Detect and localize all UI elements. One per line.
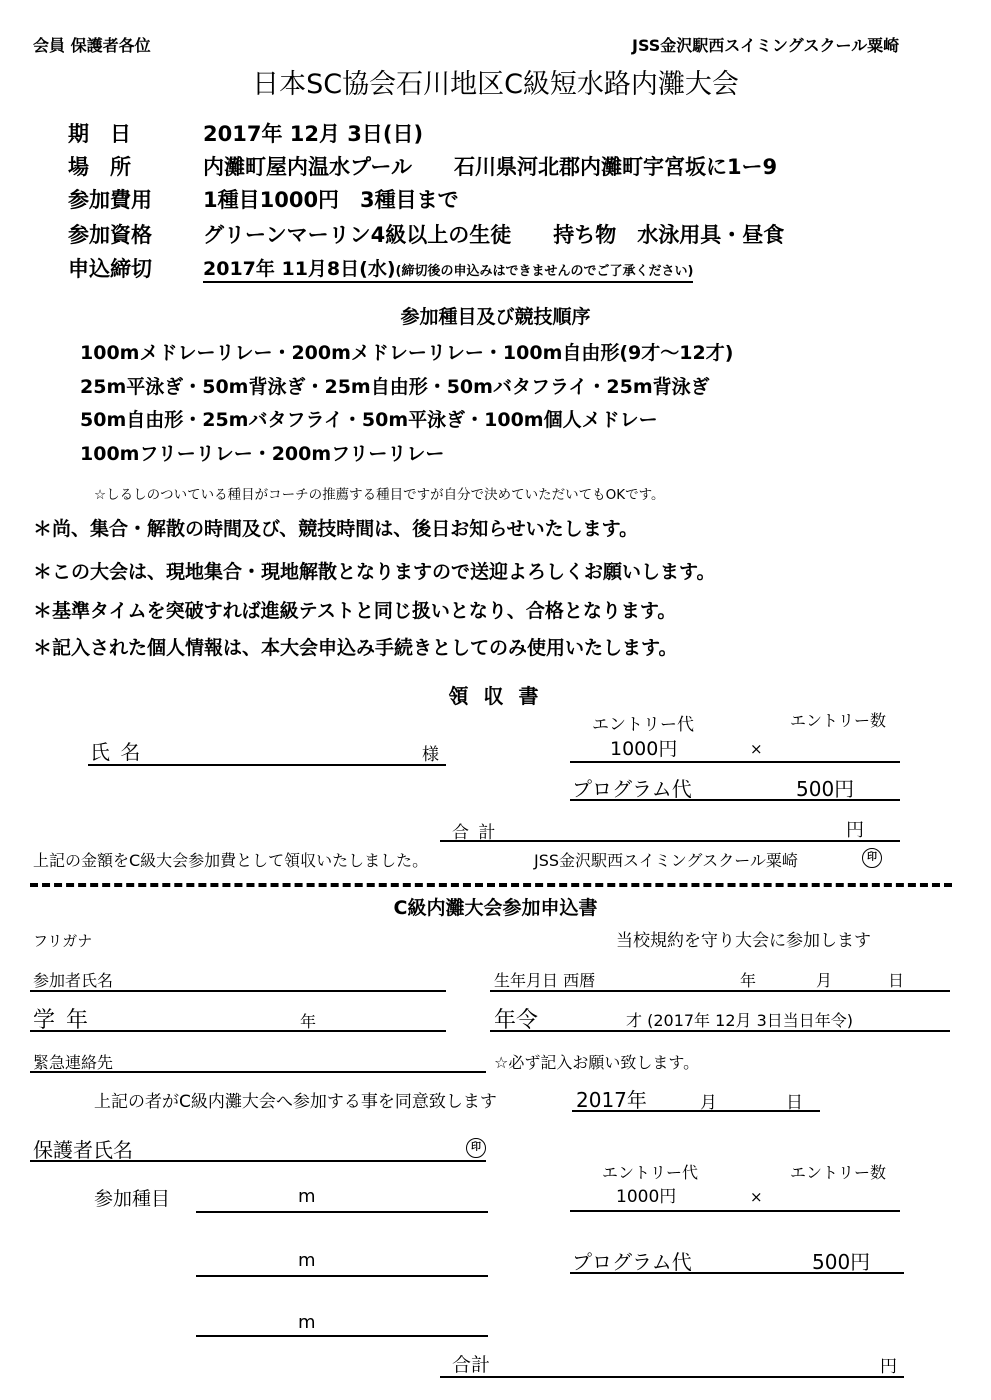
form-birthday-label: 生年月日 西暦	[494, 971, 596, 990]
receipt-program-fee: 500円	[796, 777, 855, 801]
form-name-label: 参加者氏名	[33, 971, 114, 990]
form-birth-month: 月	[816, 971, 833, 990]
receipt-entry-fee-label: エントリー代	[592, 715, 694, 735]
deadline-date: 2017年 11月8日(水)	[203, 258, 396, 280]
form-entry-fee: 1000円	[616, 1187, 677, 1207]
form-age-note: 才 (2017年 12月 3日当日年令)	[626, 1011, 854, 1030]
form-grade-label: 学 年	[33, 1008, 90, 1033]
form-event-3-meter: m	[298, 1312, 316, 1333]
receipt-honorific: 様	[422, 745, 439, 765]
form-event-2-meter: m	[298, 1250, 316, 1271]
form-emergency-note: ☆必ず記入お願い致します。	[494, 1053, 700, 1072]
receipt-entry-count-label: エントリー数	[790, 711, 887, 730]
receipt-total-label: 合 計	[452, 823, 498, 843]
receipt-name-label: 氏 名	[90, 740, 143, 764]
receipt-program-label: プログラム代	[572, 777, 692, 801]
form-birth-day: 日	[888, 971, 905, 990]
form-event-1-line[interactable]	[196, 1211, 488, 1213]
form-guardian-seal-icon: 印	[466, 1137, 486, 1158]
form-grade-line[interactable]	[30, 1030, 446, 1032]
receipt-name-line	[88, 764, 446, 766]
form-name-line[interactable]	[30, 990, 446, 992]
events-heading: 参加種目及び競技順序	[400, 306, 591, 328]
page-title: 日本SC協会石川地区C級短水路内灘大会	[252, 69, 739, 100]
events-line-1: 100mメドレーリレー・200mメドレーリレー・100m自由形(9才〜12才)	[80, 342, 734, 364]
info-value-venue: 内灘町屋内温水プール 石川県河北郡内灘町宇宮坂に1ー9	[203, 155, 778, 179]
receipt-statement: 上記の金額をC級大会参加費として領収いたしました。	[33, 851, 429, 870]
deadline-note: (締切後の申込みはできませんのでご了承ください)	[395, 264, 694, 279]
info-value-deadline	[203, 254, 693, 283]
info-label-deadline: 申込締切	[68, 257, 152, 281]
info-label-eligibility: 参加資格	[68, 223, 152, 247]
form-event-1-meter: m	[298, 1186, 316, 1207]
form-title: C級内灘大会参加申込書	[393, 897, 598, 919]
receipt-entry-line	[570, 761, 900, 763]
receipt-issuer: JSS金沢駅西スイミングスクール粟崎	[534, 851, 798, 870]
info-value-fee: 1種目1000円 3種目まで	[203, 188, 459, 212]
form-guardian-line[interactable]	[30, 1160, 486, 1162]
events-line-2: 25m平泳ぎ・50m背泳ぎ・25m自由形・50mバタフライ・25m背泳ぎ	[80, 376, 710, 398]
form-birthday-line[interactable]	[490, 990, 950, 992]
info-label-date: 期 日	[68, 122, 131, 146]
notice-4: ＊記入された個人情報は、本大会申込み手続きとしてのみ使用いたします。	[33, 637, 678, 659]
form-entry-count-label: エントリー数	[790, 1163, 887, 1182]
form-entry-fee-label: エントリー代	[602, 1163, 699, 1182]
form-consent-day: 日	[786, 1093, 803, 1113]
form-age-line[interactable]	[490, 1030, 950, 1032]
form-guardian-label: 保護者氏名	[33, 1138, 133, 1162]
receipt-yen: 円	[846, 820, 864, 841]
notice-1: ＊尚、集合・解散の時間及び、競技時間は、後日お知らせいたします。	[33, 518, 639, 540]
form-times: ×	[750, 1188, 763, 1206]
form-consent-month: 月	[700, 1093, 717, 1113]
form-age-label: 年令	[494, 1008, 539, 1033]
info-label-venue: 場 所	[68, 155, 131, 179]
receipt-program-line	[570, 799, 900, 801]
form-consent: 上記の者がC級内灘大会へ参加する事を同意致します	[94, 1092, 497, 1112]
events-line-3: 50m自由形・25mバタフライ・50m平泳ぎ・100m個人メドレー	[80, 409, 658, 431]
form-program-fee: 500円	[812, 1250, 871, 1274]
form-events-label: 参加種目	[94, 1188, 171, 1210]
form-emergency-label: 緊急連絡先	[33, 1053, 114, 1072]
receipt-total-line	[440, 840, 900, 842]
info-label-fee: 参加費用	[68, 188, 152, 212]
form-consent-year: 2017年	[576, 1088, 647, 1112]
form-program-label: プログラム代	[572, 1250, 692, 1274]
info-value-date: 2017年 12月 3日(日)	[203, 122, 424, 146]
form-furigana-label: フリガナ	[33, 932, 93, 950]
events-note: ☆しるしのついている種目がコーチの推薦する種目ですが自分で決めていただいてもOKです。	[94, 487, 665, 503]
receipt-entry-fee: 1000円	[610, 738, 678, 760]
form-emergency-line[interactable]	[30, 1071, 486, 1073]
events-line-4: 100mフリーリレー・200mフリーリレー	[80, 443, 445, 465]
recipients: 会員 保護者各位	[33, 36, 151, 55]
form-event-3-line[interactable]	[196, 1335, 488, 1337]
form-total-line	[440, 1376, 904, 1378]
form-pledge: 当校規約を守り大会に参加します	[616, 931, 871, 951]
cut-line	[30, 883, 952, 887]
form-program-line	[570, 1272, 904, 1274]
school-name: JSS金沢駅西スイミングスクール粟崎	[632, 36, 900, 55]
form-birth-year: 年	[740, 971, 757, 990]
form-entry-line	[570, 1210, 900, 1212]
info-value-eligibility: グリーンマーリン4級以上の生徒 持ち物 水泳用具・昼食	[203, 223, 785, 247]
receipt-times: ×	[750, 740, 763, 758]
form-event-2-line[interactable]	[196, 1275, 488, 1277]
form-consent-line[interactable]	[572, 1110, 820, 1112]
notice-2: ＊この大会は、現地集合・現地解散となりますので送迎よろしくお願いします。	[33, 561, 716, 583]
form-yen: 円	[880, 1357, 897, 1377]
form-grade-suffix: 年	[300, 1012, 317, 1031]
receipt-title: 領 収 書	[448, 684, 543, 708]
form-total-label: 合計	[452, 1354, 491, 1376]
notice-3: ＊基準タイムを突破すれば進級テストと同じ扱いとなり、合格となります。	[33, 600, 677, 622]
receipt-seal-icon: 印	[862, 847, 882, 868]
